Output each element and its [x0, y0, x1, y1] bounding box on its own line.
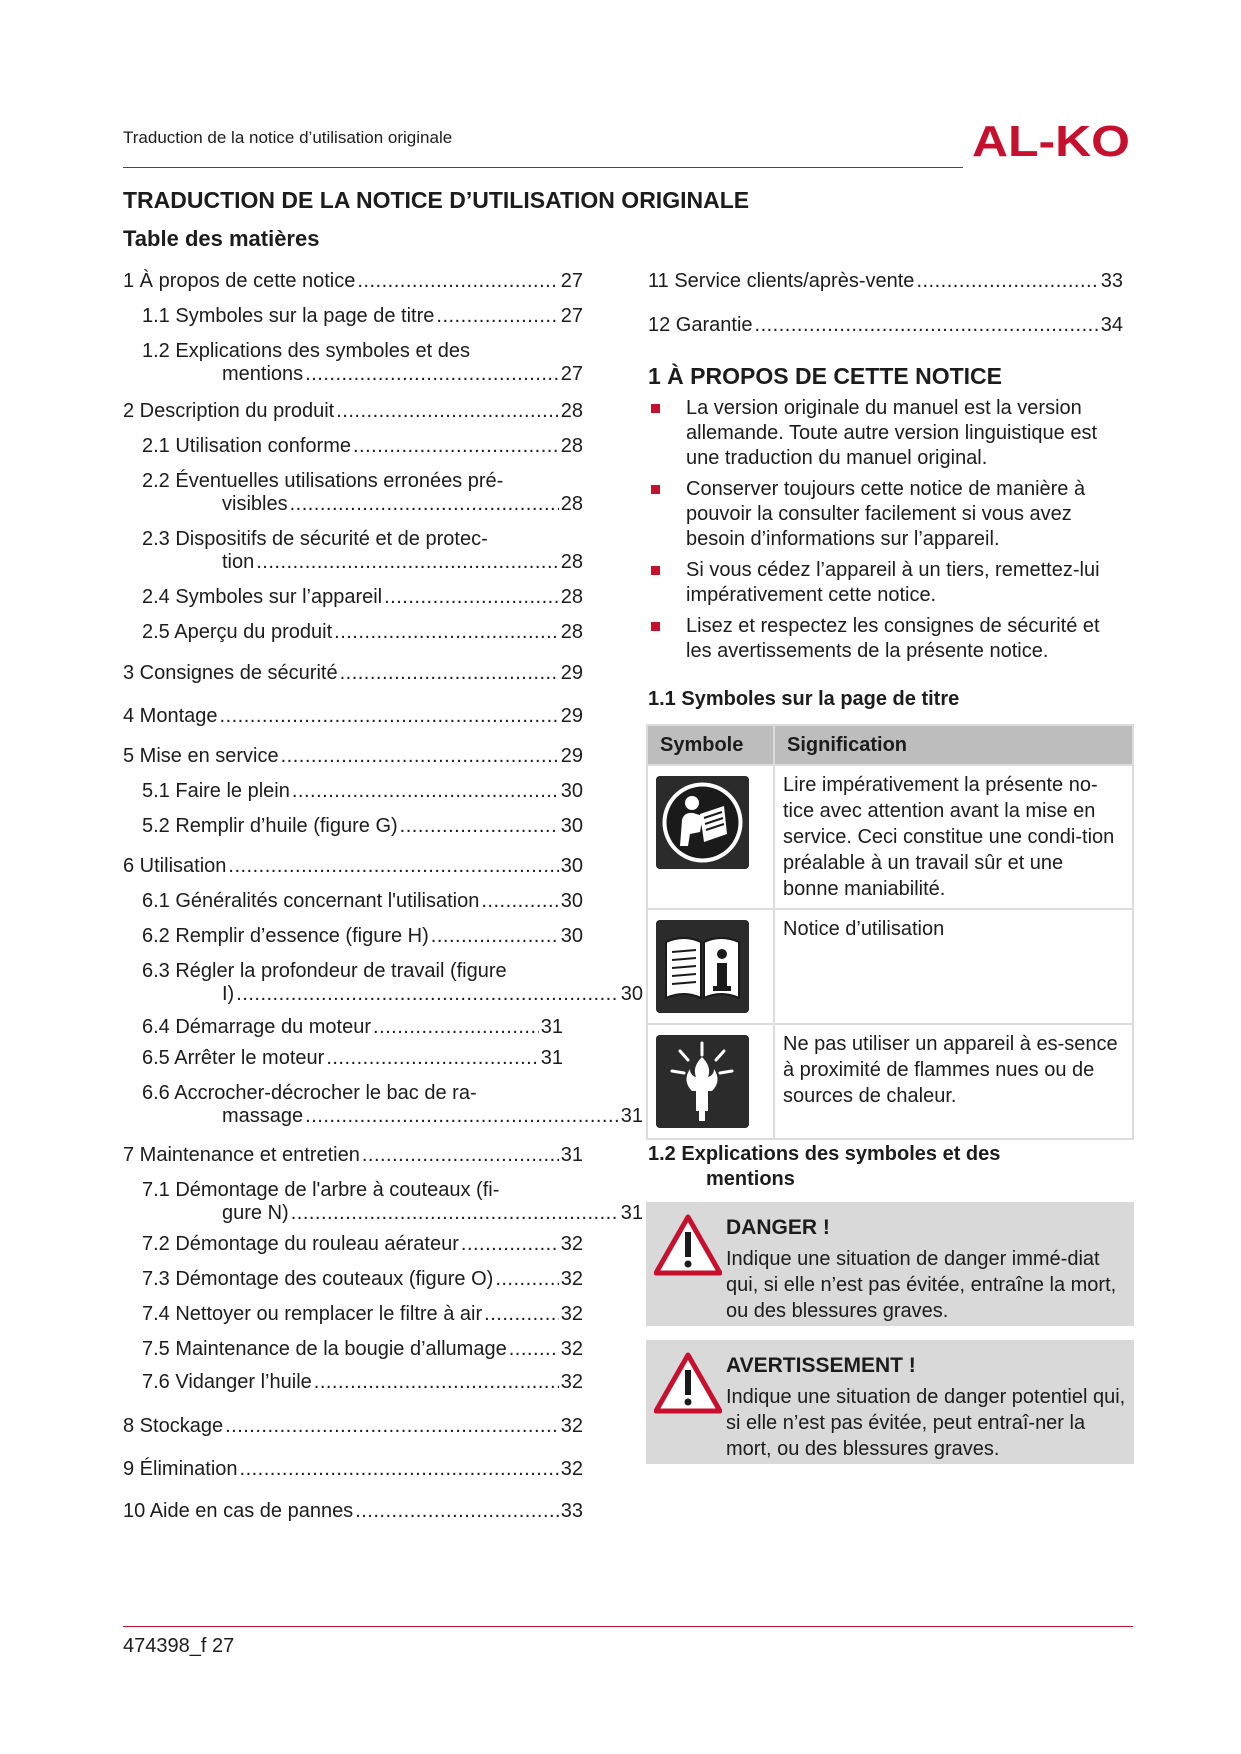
danger-text: Indique une situation de danger immé-diat qui, si elle n’est pas évitée, entraîne la mort, ou des blessures graves.	[726, 1248, 1117, 1322]
bullet-list	[648, 396, 1128, 670]
toc-entry[interactable]: 1.1 Symboles sur la page de titre ..... 27	[123, 305, 583, 328]
toc-entry[interactable]: 7.2 Démontage du rouleau aérateur ..... 32	[123, 1233, 583, 1256]
toc-right-column	[648, 270, 1123, 337]
list-item: Si vous cédez l’appareil à un tiers, remettez-lui impérativement cette notice.	[648, 558, 1128, 608]
table-cell: Ne pas utiliser un appareil à es-sence à proximité de flammes nues ou de sources de chaleur.	[774, 1024, 1133, 1139]
danger-box	[646, 1202, 1134, 1326]
header-divider	[123, 167, 963, 168]
toc-entry[interactable]: 1 À propos de cette notice ..... 27	[123, 270, 583, 293]
list-item: Conserver toujours cette notice de manière à pouvoir la consulter facilement si vous avez besoin d’informations sur l’appareil.	[648, 477, 1128, 552]
warning-triangle-icon	[654, 1352, 722, 1414]
warning-title: AVERTISSEMENT !	[726, 1354, 916, 1377]
subsection-title: 1.2 Explications des symboles et des mentions	[648, 1143, 1001, 1190]
document-title: TRADUCTION DE LA NOTICE D’UTILISATION ORIGINALE	[123, 187, 750, 213]
toc-entry[interactable]: 11 Service clients/après-vente ..... 33	[648, 270, 1123, 293]
toc-entry[interactable]: 6.5 Arrêter le moteur ..... 31	[123, 1047, 583, 1070]
toc-entry[interactable]: 6.2 Remplir d’essence (figure H) ..... 30	[123, 925, 583, 948]
footer-divider	[123, 1626, 1133, 1627]
no-fuel-near-flame-icon	[656, 1035, 749, 1128]
toc-entry[interactable]: 6.3 Régler la profondeur de travail (figure I) ..... 30	[123, 960, 583, 1006]
toc-entry[interactable]: 5.1 Faire le plein ..... 30	[123, 780, 583, 803]
toc-entry[interactable]: 12 Garantie ..... 34	[648, 314, 1123, 337]
table-cell: Lire impérativement la présente no-tice avec attention avant la mise en service. Ceci constitue une condi-tion préalable à un travail sûr et une bonne maniabilité.	[774, 765, 1133, 909]
danger-title: DANGER !	[726, 1216, 830, 1239]
toc-entry[interactable]: 2.1 Utilisation conforme ..... 28	[123, 435, 583, 458]
toc-entry[interactable]: 3 Consignes de sécurité ..... 29	[123, 662, 583, 685]
list-item: La version originale du manuel est la version allemande. Toute autre version linguistique est une traduction du manuel original.	[648, 396, 1128, 471]
toc-entry[interactable]: 7.1 Démontage de l'arbre à couteaux (fi- gure N) ..... 31	[123, 1179, 583, 1225]
page-footer: 474398_f 27	[123, 1635, 235, 1657]
toc-entry[interactable]: 2 Description du produit ..... 28	[123, 400, 583, 423]
table-row	[647, 1024, 1133, 1139]
running-header: Traduction de la notice d’utilisation originale	[123, 128, 453, 147]
manual-info-icon	[656, 920, 749, 1013]
toc-entry[interactable]: 7.4 Nettoyer ou remplacer le filtre à air ..... 32	[123, 1303, 583, 1326]
toc-entry[interactable]: 6.4 Démarrage du moteur ..... 31	[123, 1016, 583, 1039]
section-title: 1 À PROPOS DE CETTE NOTICE	[648, 363, 1002, 389]
toc-left-column	[123, 270, 643, 1523]
toc-entry[interactable]: 8 Stockage ..... 32	[123, 1415, 583, 1438]
toc-entry[interactable]: 7 Maintenance et entretien ..... 31	[123, 1144, 583, 1167]
subsection-title: 1.1 Symboles sur la page de titre	[648, 688, 960, 710]
toc-entry[interactable]: 4 Montage ..... 29	[123, 705, 583, 728]
table-row	[647, 909, 1133, 1024]
svg-text:AL-KO: AL-KO	[972, 118, 1130, 164]
toc-entry[interactable]: 6 Utilisation ..... 30	[123, 855, 583, 878]
toc-entry[interactable]: 7.6 Vidanger l’huile ..... 32	[123, 1371, 583, 1394]
toc-entry[interactable]: 2.5 Aperçu du produit ..... 28	[123, 621, 583, 644]
toc-entry[interactable]: 2.4 Symboles sur l’appareil ..... 28	[123, 586, 583, 609]
symbol-table	[646, 724, 1134, 1140]
table-header-meaning: Signification	[774, 725, 1133, 765]
toc-entry[interactable]: 5.2 Remplir d’huile (figure G) ..... 30	[123, 815, 583, 838]
warning-text: Indique une situation de danger potentiel qui, si elle n’est pas évitée, peut entraî-ner la mort, ou des blessures graves.	[726, 1386, 1126, 1460]
read-manual-icon	[656, 776, 749, 869]
toc-heading: Table des matières	[123, 226, 320, 251]
list-item: Lisez et respectez les consignes de sécurité et les avertissements de la présente notice.	[648, 614, 1128, 664]
toc-entry[interactable]: 1.2 Explications des symboles et des mentions ..... 27	[123, 340, 583, 386]
toc-entry[interactable]: 2.2 Éventuelles utilisations erronées pré- visibles ..... 28	[123, 470, 583, 516]
table-row	[647, 765, 1133, 909]
table-header-symbol: Symbole	[647, 725, 774, 765]
alko-logo	[972, 118, 1132, 164]
toc-entry[interactable]: 5 Mise en service ..... 29	[123, 745, 583, 768]
toc-entry[interactable]: 9 Élimination ..... 32	[123, 1458, 583, 1481]
warning-triangle-icon	[654, 1214, 722, 1276]
toc-entry[interactable]: 10 Aide en cas de pannes ..... 33	[123, 1500, 583, 1523]
toc-entry[interactable]: 6.1 Généralités concernant l'utilisation ..... 30	[123, 890, 583, 913]
table-cell: Notice d’utilisation	[774, 909, 1133, 1024]
toc-entry[interactable]: 7.5 Maintenance de la bougie d’allumage ..... 32	[123, 1338, 583, 1361]
warning-box	[646, 1340, 1134, 1464]
toc-entry[interactable]: 6.6 Accrocher-décrocher le bac de ra- massage ..... 31	[123, 1082, 583, 1128]
toc-entry[interactable]: 2.3 Dispositifs de sécurité et de protec- tion ..... 28	[123, 528, 583, 574]
toc-entry[interactable]: 7.3 Démontage des couteaux (figure O) ..... 32	[123, 1268, 583, 1291]
